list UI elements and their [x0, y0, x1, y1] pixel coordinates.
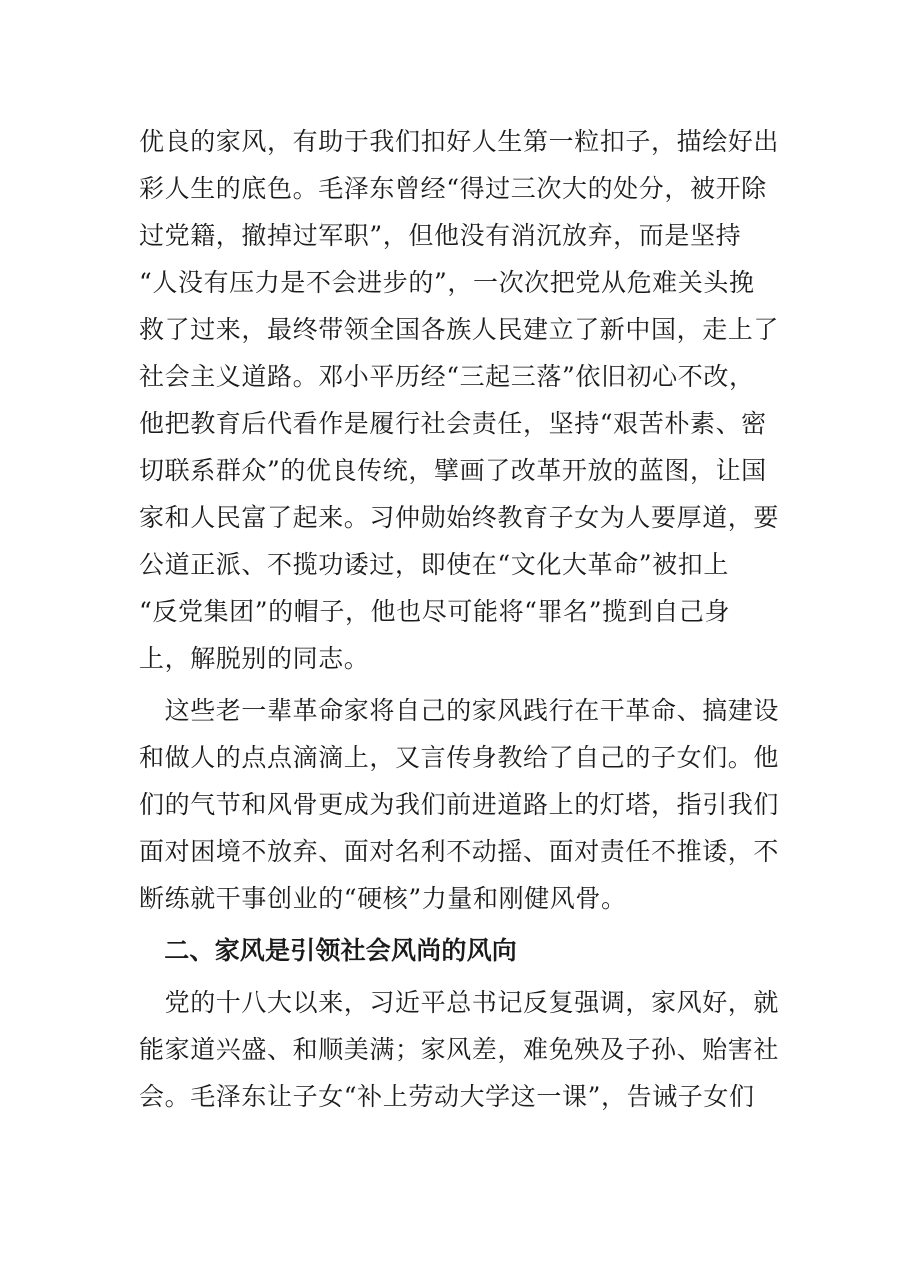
text-line-5: 救了过来，最终带领全国各族人民建立了新中国，走上了 — [139, 315, 780, 344]
text-line-7: 他把教育后代看作是履行社会责任，坚持“艰苦朴素、密 — [139, 409, 767, 438]
paragraph-2-line-2: 和做人的点点滴滴上，又言传身教给了自己的子女们。他 — [139, 743, 780, 772]
text-line-11: “反党集团”的帽子，他也尽可能将“罪名”揽到自己身 — [139, 597, 731, 626]
text-line-12: 上，解脱别的同志。 — [139, 644, 370, 673]
paragraph-2-line-3: 们的气节和风骨更成为我们前进道路上的灯塔，指引我们 — [139, 790, 780, 819]
paragraph-2-line-1: 这些老一辈革命家将自己的家风践行在干革命、搞建设 — [139, 696, 780, 725]
text-line-9: 家和人民富了起来。习仲勋始终教育子女为人要厚道，要 — [139, 503, 780, 532]
paragraph-3-line-1: 党的十八大以来，习近平总书记反复强调，家风好，就 — [139, 988, 780, 1017]
text-line-3: 过党籍，撤掉过军职”，但他没有消沉放弃，而是坚持 — [139, 221, 742, 250]
text-line-4: “人没有压力是不会进步的”，一次次把党从危难关头挽 — [139, 268, 755, 297]
paragraph-2-line-4: 面对困境不放弃、面对名利不动摇、面对责任不推诿，不 — [139, 837, 780, 866]
text-line-2: 彩人生的底色。毛泽东曾经“得过三次大的处分，被开除 — [139, 174, 767, 203]
text-line-1: 优良的家风，有助于我们扣好人生第一粒扣子，描绘好出 — [139, 127, 780, 156]
paragraph-3-line-3: 会。毛泽东让子女“补上劳动大学这一课”，告诫子女们 — [139, 1082, 755, 1111]
section-heading: 二、家风是引领社会风尚的风向 — [139, 936, 518, 965]
paragraph-2-line-5: 断练就干事创业的“硬核”力量和刚健风骨。 — [139, 884, 627, 913]
paragraph-3-line-2: 能家道兴盛、和顺美满；家风差，难免殃及子孙、贻害社 — [139, 1035, 780, 1064]
text-line-8: 切联系群众”的优良传统，擘画了改革开放的蓝图，让国 — [139, 456, 767, 485]
text-line-6: 社会主义道路。邓小平历经“三起三落”依旧初心不改， — [139, 362, 755, 391]
text-line-10: 公道正派、不揽功诿过，即使在“文化大革命”被扣上 — [139, 550, 729, 579]
